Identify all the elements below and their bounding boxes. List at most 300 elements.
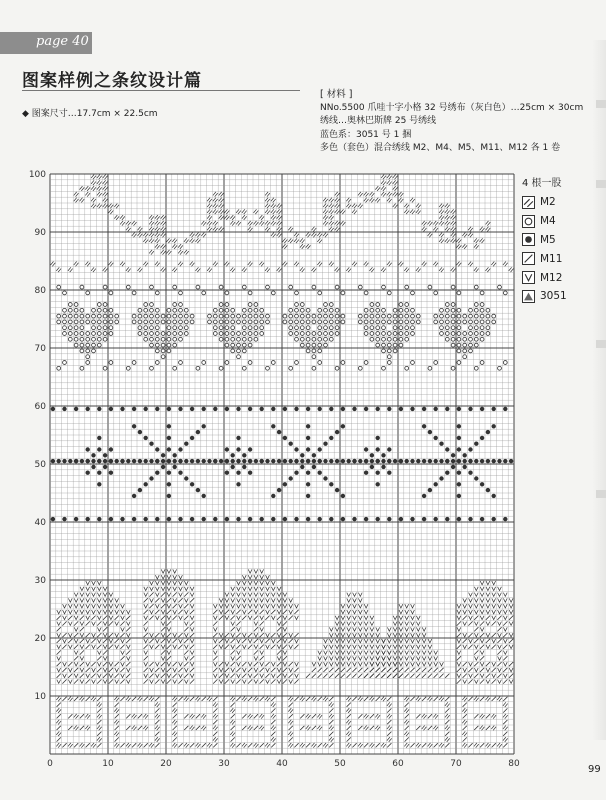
bleed-mark (596, 100, 606, 108)
stitch-dot (283, 436, 287, 440)
stitch-dot (85, 470, 89, 474)
stitch-dot (236, 459, 240, 463)
materials-line: 多色（套色）混合绣线 M2、M4、M5、M11、M12 各 1 卷 (320, 143, 561, 153)
stitch-dot (294, 459, 298, 463)
stitch-dot (341, 494, 345, 498)
stitch-dot (213, 517, 217, 521)
stitch-dot (393, 459, 397, 463)
stitch-dot (306, 447, 310, 451)
v-icon (522, 271, 535, 284)
legend (522, 174, 567, 306)
stitch-dot (254, 459, 258, 463)
stitch-dot (97, 470, 101, 474)
stitch-dot (248, 407, 252, 411)
stitch-dot (259, 459, 263, 463)
stitch-dot (474, 459, 478, 463)
stitch-dot (283, 482, 287, 486)
stitch-dot (190, 459, 194, 463)
stitch-dot (422, 517, 426, 521)
stitch-dot (428, 430, 432, 434)
legend-item (522, 287, 567, 306)
stitch-dot (277, 488, 281, 492)
stitch-dot (294, 447, 298, 451)
legend-heading: 4 根一股 (522, 178, 562, 189)
stitch-dot (97, 447, 101, 451)
stitch-dot (91, 453, 95, 457)
stitch-dot (294, 407, 298, 411)
stitch-dot (265, 459, 269, 463)
stitch-dot (62, 459, 66, 463)
stitch-dot (74, 407, 78, 411)
stitch-dot (317, 459, 321, 463)
stitch-dot (62, 517, 66, 521)
y-tick-label: 30 (34, 576, 46, 586)
stitch-dot (149, 476, 153, 480)
stitch-dot (56, 459, 60, 463)
stitch-dot (433, 407, 437, 411)
y-tick-label: 10 (34, 692, 46, 702)
stitch-dot (190, 436, 194, 440)
stitch-dot (248, 447, 252, 451)
page-tab-label: page 40 (36, 34, 89, 49)
stitch-dot (387, 517, 391, 521)
stitch-dot (422, 424, 426, 428)
stitch-dot (364, 447, 368, 451)
stitch-dot (428, 459, 432, 463)
stitch-dot (114, 459, 118, 463)
stitch-dot (172, 465, 176, 469)
stitch-dot (155, 407, 159, 411)
stitch-dot (91, 459, 95, 463)
stitch-dot (491, 494, 495, 498)
stitch-dot (457, 482, 461, 486)
stitch-dot (277, 430, 281, 434)
legend-item (522, 268, 567, 287)
stitch-dot (225, 447, 229, 451)
stitch-dot (370, 459, 374, 463)
stitch-dot (323, 441, 327, 445)
page-title: 图案样例之条纹设计篇 (22, 71, 202, 91)
stitch-dot (225, 470, 229, 474)
stitch-dot (387, 459, 391, 463)
stitch-dot (62, 407, 66, 411)
stitch-dot (161, 459, 165, 463)
stitch-dot (486, 488, 490, 492)
stitch-dot (236, 436, 240, 440)
stitch-dot (329, 517, 333, 521)
stitch-dot (352, 407, 356, 411)
stitch-dot (335, 459, 339, 463)
stitch-dot (161, 453, 165, 457)
stitch-dot (242, 465, 246, 469)
stitch-dot (103, 453, 107, 457)
stitch-dot (358, 459, 362, 463)
stitch-dot (120, 459, 124, 463)
stitch-dot (109, 459, 113, 463)
stitch-dot (294, 517, 298, 521)
slash-icon (522, 252, 535, 265)
stitch-dot (457, 517, 461, 521)
stitch-dot (97, 436, 101, 440)
stitch-dot (236, 407, 240, 411)
stitch-dot (288, 476, 292, 480)
stitch-dot (271, 407, 275, 411)
stitch-dot (167, 470, 171, 474)
stitch-dot (387, 447, 391, 451)
stitch-dot (306, 494, 310, 498)
stitch-dot (480, 407, 484, 411)
stitch-dot (207, 459, 211, 463)
stitch-dot (364, 470, 368, 474)
stitch-dot (178, 447, 182, 451)
stitch-dot (97, 407, 101, 411)
stitch-dot (178, 459, 182, 463)
stitch-dot (433, 517, 437, 521)
stitch-dot (167, 482, 171, 486)
stitch-dot (167, 517, 171, 521)
stitch-dot (149, 441, 153, 445)
x-tick-label: 40 (276, 759, 288, 769)
triangle-icon (522, 290, 535, 303)
stitch-dot (143, 459, 147, 463)
stitch-dot (312, 453, 316, 457)
x-tick-label: 70 (450, 759, 462, 769)
stitch-dot (85, 407, 89, 411)
stitch-dot (248, 517, 252, 521)
y-tick-label: 20 (34, 634, 46, 644)
stitch-dot (213, 407, 217, 411)
stitch-dot (381, 465, 385, 469)
stitch-dot (184, 441, 188, 445)
stitch-dot (283, 407, 287, 411)
stitch-dot (486, 459, 490, 463)
stitch-dot (491, 459, 495, 463)
stitch-dot (109, 447, 113, 451)
stitch-dot (451, 459, 455, 463)
stitch-dot (439, 476, 443, 480)
stitch-dot (468, 470, 472, 474)
stitch-dot (97, 482, 101, 486)
stitch-dot (126, 459, 130, 463)
stitch-dot (167, 494, 171, 498)
stitch-dot (248, 470, 252, 474)
stitch-dot (422, 407, 426, 411)
y-tick-label: 70 (34, 344, 46, 354)
stitch-dot (91, 465, 95, 469)
stitch-dot (225, 407, 229, 411)
materials-heading: [ 材料 ] (320, 89, 353, 100)
y-tick-label: 40 (34, 518, 46, 528)
stitch-dot (468, 459, 472, 463)
stitch-dot (143, 517, 147, 521)
x-tick-label: 10 (102, 759, 114, 769)
materials-line: 蓝色系：3051 号 1 捆 (320, 129, 412, 140)
materials-line: NNo.5500 爪哇十字小格 32 号绣布（灰白色）…25cm × 30cm (320, 102, 584, 113)
stitch-dot (109, 517, 113, 521)
stitch-dot (341, 424, 345, 428)
stitch-dot (364, 407, 368, 411)
stitch-dot (74, 517, 78, 521)
stitch-dot (242, 453, 246, 457)
stitch-dot (445, 517, 449, 521)
stitch-dot (51, 407, 55, 411)
y-tick-label: 50 (34, 460, 46, 470)
y-tick-label: 80 (34, 286, 46, 296)
stitch-dot (155, 447, 159, 451)
stitch-dot (225, 517, 229, 521)
stitch-dot (491, 517, 495, 521)
stitch-dot (306, 470, 310, 474)
stitch-dot (109, 407, 113, 411)
legend-label: M4 (540, 215, 556, 228)
stitch-dot (167, 436, 171, 440)
stitch-dot (51, 517, 55, 521)
y-tick-label: 90 (34, 228, 46, 238)
stitch-dot (462, 453, 466, 457)
stitch-dot (277, 459, 281, 463)
stitch-dot (451, 453, 455, 457)
legend-label: M5 (540, 233, 556, 246)
stitch-dot (109, 470, 113, 474)
stitch-dot (138, 430, 142, 434)
stitch-dot (196, 430, 200, 434)
legend-item (522, 231, 567, 250)
stitch-dot (167, 447, 171, 451)
stitch-dot (120, 407, 124, 411)
stitch-dot (190, 517, 194, 521)
stitch-dot (433, 436, 437, 440)
stitch-dot (300, 453, 304, 457)
stitch-dot (457, 447, 461, 451)
stitch-dot (410, 517, 414, 521)
stitch-dot (167, 407, 171, 411)
stitch-dot (190, 407, 194, 411)
stitch-dot (375, 517, 379, 521)
stitch-dot (323, 459, 327, 463)
stitch-dot (503, 517, 507, 521)
stitch-dot (317, 407, 321, 411)
stitch-dot (230, 459, 234, 463)
stitch-dot (323, 476, 327, 480)
stitch-dot (149, 459, 153, 463)
stitch-dot (201, 424, 205, 428)
stitch-dot (213, 459, 217, 463)
stitch-dot (306, 459, 310, 463)
stitch-dot (155, 470, 159, 474)
stitch-dot (225, 459, 229, 463)
stitch-dot (317, 447, 321, 451)
stitch-dot (184, 459, 188, 463)
stitch-dot (248, 459, 252, 463)
stitch-dot (288, 441, 292, 445)
stitch-dot (259, 407, 263, 411)
stitch-dot (306, 424, 310, 428)
stitch-dot (370, 453, 374, 457)
legend-label: M11 (540, 252, 563, 265)
stitch-dot (468, 407, 472, 411)
stitch-dot (259, 517, 263, 521)
stitch-dot (201, 407, 205, 411)
stitch-dot (196, 459, 200, 463)
stitch-dot (178, 517, 182, 521)
stitch-dot (271, 494, 275, 498)
stitch-dot (51, 459, 55, 463)
stitch-dot (346, 459, 350, 463)
stitch-dot (445, 407, 449, 411)
stitch-dot (317, 517, 321, 521)
stitch-dot (80, 459, 84, 463)
stitch-dot (143, 482, 147, 486)
stitch-dot (283, 517, 287, 521)
x-tick-label: 50 (334, 759, 346, 769)
stitch-dot (375, 447, 379, 451)
stitch-dot (364, 459, 368, 463)
stitch-dot (283, 459, 287, 463)
stitch-dot (375, 470, 379, 474)
stitch-dot (445, 470, 449, 474)
y-tick-label: 60 (34, 402, 46, 412)
stitch-dot (236, 447, 240, 451)
stitch-dot (352, 459, 356, 463)
stitch-dot (433, 482, 437, 486)
stitch-dot (167, 424, 171, 428)
stitch-dot (230, 453, 234, 457)
stitch-dot (138, 488, 142, 492)
page-number: 99 (588, 764, 601, 775)
stitch-dot (509, 459, 513, 463)
stitch-dot (422, 494, 426, 498)
stitch-dot (230, 465, 234, 469)
stitch-dot (219, 459, 223, 463)
stitch-dot (462, 465, 466, 469)
x-tick-label: 60 (392, 759, 404, 769)
stitch-dot (416, 459, 420, 463)
stitch-dot (196, 488, 200, 492)
legend-label: M2 (540, 196, 556, 209)
stitch-dot (172, 459, 176, 463)
stitch-dot (103, 459, 107, 463)
stitch-dot (242, 459, 246, 463)
stitch-dot (439, 459, 443, 463)
stitch-dot (375, 459, 379, 463)
stitch-dot (491, 424, 495, 428)
legend-label: M12 (540, 271, 563, 284)
stitch-dot (306, 436, 310, 440)
stitch-dot (491, 407, 495, 411)
stitch-dot (445, 459, 449, 463)
stitch-dot (457, 494, 461, 498)
stitch-dot (312, 465, 316, 469)
stitch-dot (138, 459, 142, 463)
stitch-dot (375, 482, 379, 486)
stitch-dot (132, 407, 136, 411)
stitch-dot (468, 447, 472, 451)
stitch-dot (120, 517, 124, 521)
stitch-dot (433, 459, 437, 463)
stitch-dot (341, 517, 345, 521)
stitch-dot (399, 517, 403, 521)
stitch-dot (85, 447, 89, 451)
stitch-dot (480, 436, 484, 440)
x-tick-label: 80 (508, 759, 520, 769)
stitch-dot (474, 476, 478, 480)
pattern-size: ◆ 图案尺寸…17.7cm × 22.5cm (22, 109, 158, 119)
stitch-dot (457, 407, 461, 411)
stitch-dot (306, 517, 310, 521)
stitch-dot (97, 459, 101, 463)
stitch-dot (178, 470, 182, 474)
stitch-dot (132, 424, 136, 428)
stitch-dot (381, 453, 385, 457)
double-slash-icon (522, 196, 535, 209)
stitch-dot (236, 517, 240, 521)
stitch-dot (422, 459, 426, 463)
materials-block (320, 88, 590, 156)
stitch-dot (329, 459, 333, 463)
y-tick-label: 100 (28, 170, 46, 180)
stitch-dot (132, 459, 136, 463)
stitch-dot (399, 459, 403, 463)
stitch-dot (68, 459, 72, 463)
stitch-dot (410, 407, 414, 411)
stitch-dot (271, 517, 275, 521)
stitch-dot (306, 407, 310, 411)
stitch-dot (236, 470, 240, 474)
stitch-dot (457, 470, 461, 474)
stitch-dot (375, 407, 379, 411)
stitch-dot (201, 459, 205, 463)
legend-item (522, 249, 567, 268)
x-tick-label: 0 (47, 759, 53, 769)
stitch-dot (184, 476, 188, 480)
legend-item (522, 212, 567, 231)
stitch-dot (399, 407, 403, 411)
stitch-dot (329, 407, 333, 411)
stitch-dot (236, 482, 240, 486)
stitch-dot (167, 459, 171, 463)
title-divider (22, 90, 300, 91)
stitch-dot (132, 517, 136, 521)
stitch-dot (335, 488, 339, 492)
stitch-dot (85, 459, 89, 463)
stitch-dot (288, 459, 292, 463)
stitch-dot (503, 407, 507, 411)
stitch-dot (335, 430, 339, 434)
stitch-dot (294, 470, 298, 474)
stitch-dot (300, 465, 304, 469)
stitch-dot (387, 407, 391, 411)
stitch-dot (381, 459, 385, 463)
materials-line: 绣线…奥林巴斯牌 25 号绣线 (320, 116, 437, 126)
stitch-dot (462, 459, 466, 463)
stitch-dot (271, 424, 275, 428)
stitch-dot (155, 517, 159, 521)
stitch-dot (503, 459, 507, 463)
dot-icon (522, 233, 535, 246)
stitch-dot (74, 459, 78, 463)
stitch-dot (190, 482, 194, 486)
stitch-dot (486, 430, 490, 434)
stitch-dot (172, 453, 176, 457)
stitch-dot (143, 407, 147, 411)
stitch-chart (0, 160, 606, 770)
stitch-dot (329, 482, 333, 486)
stitch-dot (457, 436, 461, 440)
stitch-dot (370, 465, 374, 469)
x-tick-label: 20 (160, 759, 172, 769)
stitch-dot (474, 441, 478, 445)
stitch-chart-svg (0, 160, 606, 770)
